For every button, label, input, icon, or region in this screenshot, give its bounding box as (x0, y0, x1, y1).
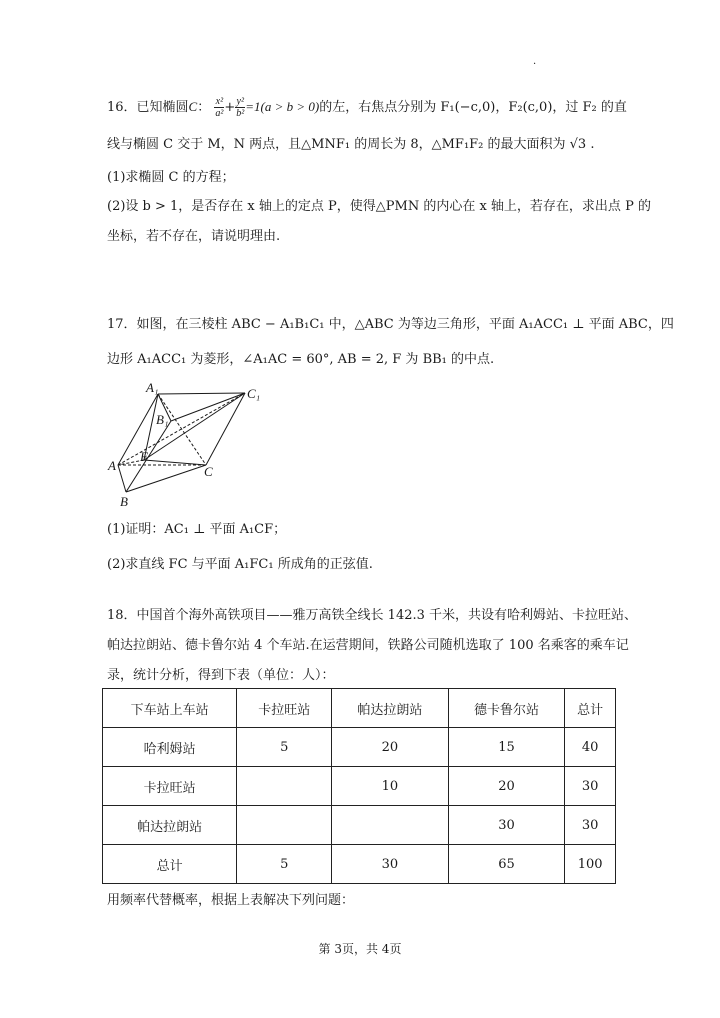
prism-figure (104, 376, 274, 512)
table-row (103, 806, 616, 845)
q16-line1-post: 的左，右焦点分别为 F₁(−c,0)，F₂(c,0)，过 F₂ 的直 (319, 100, 627, 115)
q18-line1: 18．中国首个海外高铁项目——雅万高铁全线长 142.3 千米，共设有哈利姆站、卡拉旺站、 (107, 608, 638, 623)
table-cell: 30 (565, 806, 616, 845)
q17-part1: (1)证明：AC₁ ⊥ 平面 A₁CF； (107, 522, 287, 537)
q16-line2: 线与椭圆 C 交于 M，N 两点，且△MNF₁ 的周长为 8，△MF₁F₂ 的最大面积为 √3 . (107, 137, 595, 152)
q18-line2: 帕达拉朗站、德卡鲁尔站 4 个车站.在运营期间，铁路公司随机选取了 100 名乘客的乘车记 (107, 638, 629, 653)
q17-part2: (2)求直线 FC 与平面 A₁FC₁ 所成角的正弦值. (107, 557, 373, 572)
q16-part1: (1)求椭圆 C 的方程； (107, 170, 235, 185)
q16-curve-name: C (188, 99, 198, 114)
table-header-cell: 卡拉旺站 (237, 689, 332, 728)
table-cell: 30 (448, 806, 565, 845)
q16-part2-line1: (2)设 b > 1，是否存在 x 轴上的定点 P，使得△PMN 的内心在 x 轴上，若存在，求出点 P 的 (107, 199, 651, 214)
table-cell: 卡拉旺站 (103, 767, 237, 806)
table-cell: 总计 (103, 845, 237, 884)
label-f: F (140, 449, 148, 464)
label-b1: B₁ (156, 412, 169, 427)
table-header-cell: 德卡鲁尔站 (448, 689, 565, 728)
corner-mark: . (533, 56, 537, 67)
label-b: B (120, 494, 128, 509)
table-cell: 帕达拉朗站 (103, 806, 237, 845)
label-c1: C₁ (247, 386, 261, 401)
table-cell: 100 (565, 845, 616, 884)
table-cell: 10 (332, 767, 449, 806)
table-cell (237, 806, 332, 845)
q18-after-table: 用频率代替概率，根据上表解决下列问题： (107, 893, 355, 908)
q16-line1: 16．已知椭圆C： $\frac{\text{x²}}{\text{a²}}$ + $\frac{\text{y²}}{\text{b²}}$ =1(a > b > 0)的左，右焦点分别为 F₁(−c,0)，F₂(c,0)，过 F₂ 的直 (107, 96, 627, 119)
table-cell: 5 (237, 845, 332, 884)
q16-eq-rest: =1(a > b > 0) (245, 99, 320, 114)
table-cell: 20 (332, 728, 449, 767)
table-cell: 5 (237, 728, 332, 767)
q16-frac-y: $\frac{\text{y²}}{\text{b²}}$ (236, 96, 245, 119)
table-cell: 15 (448, 728, 565, 767)
table-cell (237, 767, 332, 806)
table-header-row (103, 689, 616, 728)
station-table (102, 688, 616, 884)
table-row (103, 728, 616, 767)
label-c: C (204, 464, 213, 479)
table-cell: 哈利姆站 (103, 728, 237, 767)
table-cell: 40 (565, 728, 616, 767)
label-a: A (108, 458, 116, 473)
table-cell (332, 806, 449, 845)
table-cell: 30 (332, 845, 449, 884)
table-cell: 20 (448, 767, 565, 806)
table-cell: 65 (448, 845, 565, 884)
table-row (103, 845, 616, 884)
q18-line3: 录，统计分析，得到下表（单位：人）： (107, 668, 335, 683)
q16-part2-line2: 坐标，若不存在，请说明理由. (107, 229, 281, 244)
label-a1: A₁ (146, 380, 159, 395)
q17-line2: 边形 A₁ACC₁ 为菱形，∠A₁AC = 60°, AB = 2, F 为 BB₁ 的中点. (107, 352, 495, 367)
page-footer: 第 3页，共 4页 (318, 942, 402, 956)
table-header-cell: 下车站上车站 (103, 689, 237, 728)
q16-intro: 16．已知椭圆 (107, 100, 189, 115)
q16-frac-x: $\frac{\text{x²}}{\text{a²}}$ (215, 96, 224, 119)
table-header-cell: 帕达拉朗站 (332, 689, 449, 728)
table-header-cell: 总计 (565, 689, 616, 728)
table-cell: 30 (565, 767, 616, 806)
q17-line1: 17．如图，在三棱柱 ABC − A₁B₁C₁ 中，△ABC 为等边三角形，平面 A₁ACC₁ ⊥ 平面 ABC，四 (107, 317, 674, 332)
table-row (103, 767, 616, 806)
